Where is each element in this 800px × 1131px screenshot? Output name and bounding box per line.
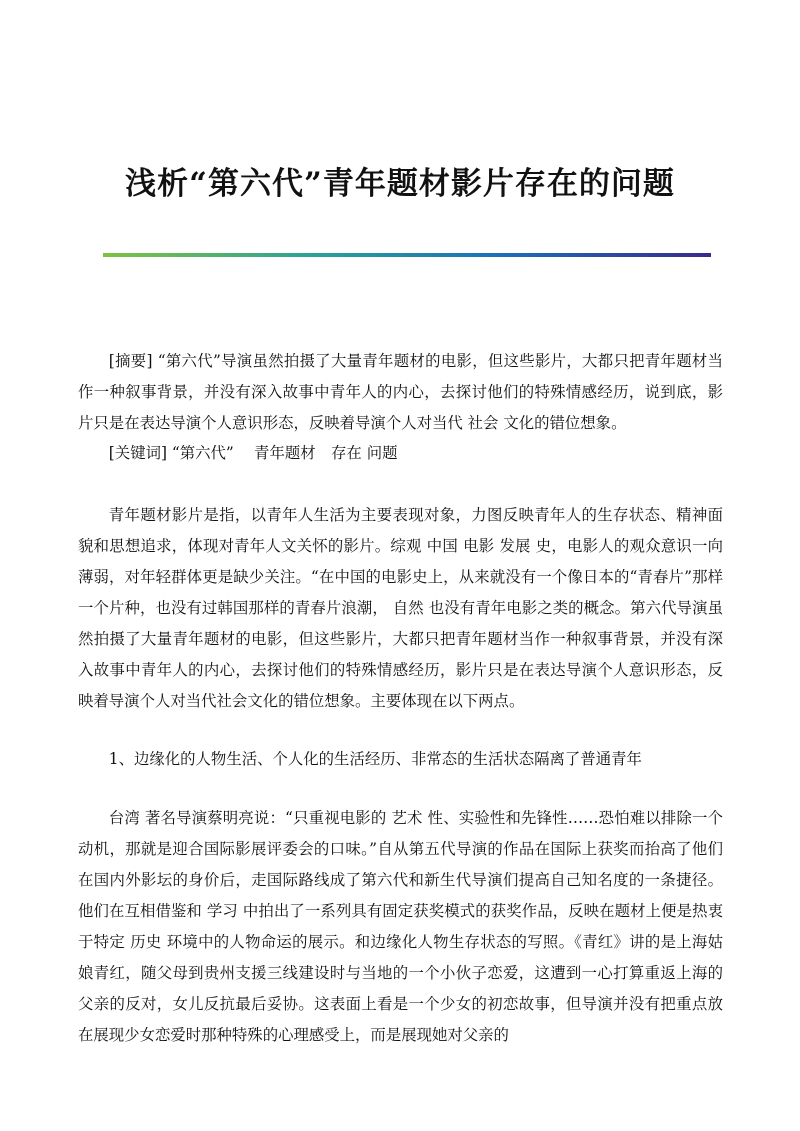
body-paragraph-1: 青年题材影片是指，以青年人生活为主要表现对象，力图反映青年人的生存状态、精神面貌和思想追求，体现对青年人文关怀的影片。综观 中国 电影 发展 史，电影人的观众意识一向薄弱，对年轻群体更是缺少关注。“在中国的电影史上，从来就没有一个像日本的“青春片”那样一个片种，也没有过韩国那样的青春片浪潮， 自然 也没有青年电影之类的概念。第六代导演虽然拍摄了大量青年题材的电影，但这些影片，大都只把青年题材当作一种叙事背景，并没有深入故事中青年人的内心，去探讨他们的特殊情感经历，影片只是在表达导演个人意识形态，反映着导演个人对当代社会文化的错位想象。主要体现在以下两点。 — [78, 506, 723, 710]
document-title: 浅析“第六代”青年题材影片存在的问题 — [125, 166, 675, 202]
section-heading-1: 1、边缘化的人物生活、个人化的生活经历、非常态的生活状态隔离了普通青年 — [108, 750, 642, 768]
keywords-line: [关键词] “第六代” 青年题材 存在 问题 — [108, 444, 398, 462]
abstract-paragraph: [摘要] “第六代”导演虽然拍摄了大量青年题材的电影，但这些影片，大都只把青年题材当作一种叙事背景，并没有深入故事中青年人的内心，去探讨他们的特殊情感经历，说到底，影片只是在表达导演个人意识形态，反映着导演个人对当代 社会 文化的错位想象。 — [78, 352, 723, 432]
title-divider — [103, 253, 711, 257]
body-paragraph-2: 台湾 著名导演蔡明亮说：“只重视电影的 艺术 性、实验性和先锋性……恐怕难以排除一个动机，那就是迎合国际影展评委会的口味。”自从第五代导演的作品在国际上获奖而抬高了他们在国内外影坛的身价后，走国际路线成了第六代和新生代导演们提高自己知名度的一条捷径。他们在互相借鉴和 学习 中拍出了一系列具有固定获奖模式的获奖作品，反映在题材上便是热衷于特定 历史 环境中的人物命运的展示。和边缘化人物生存状态的写照。《青红》讲的是上海姑娘青红，随父母到贵州支援三线建设时与当地的一个小伙子恋爱，这遭到一心打算重返上海的父亲的反对，女儿反抗最后妥协。这表面上看是一个少女的初恋故事，但导演并没有把重点放在展现少女恋爱时那种特殊的心理感受上，而是展现她对父亲的 — [78, 809, 723, 1044]
